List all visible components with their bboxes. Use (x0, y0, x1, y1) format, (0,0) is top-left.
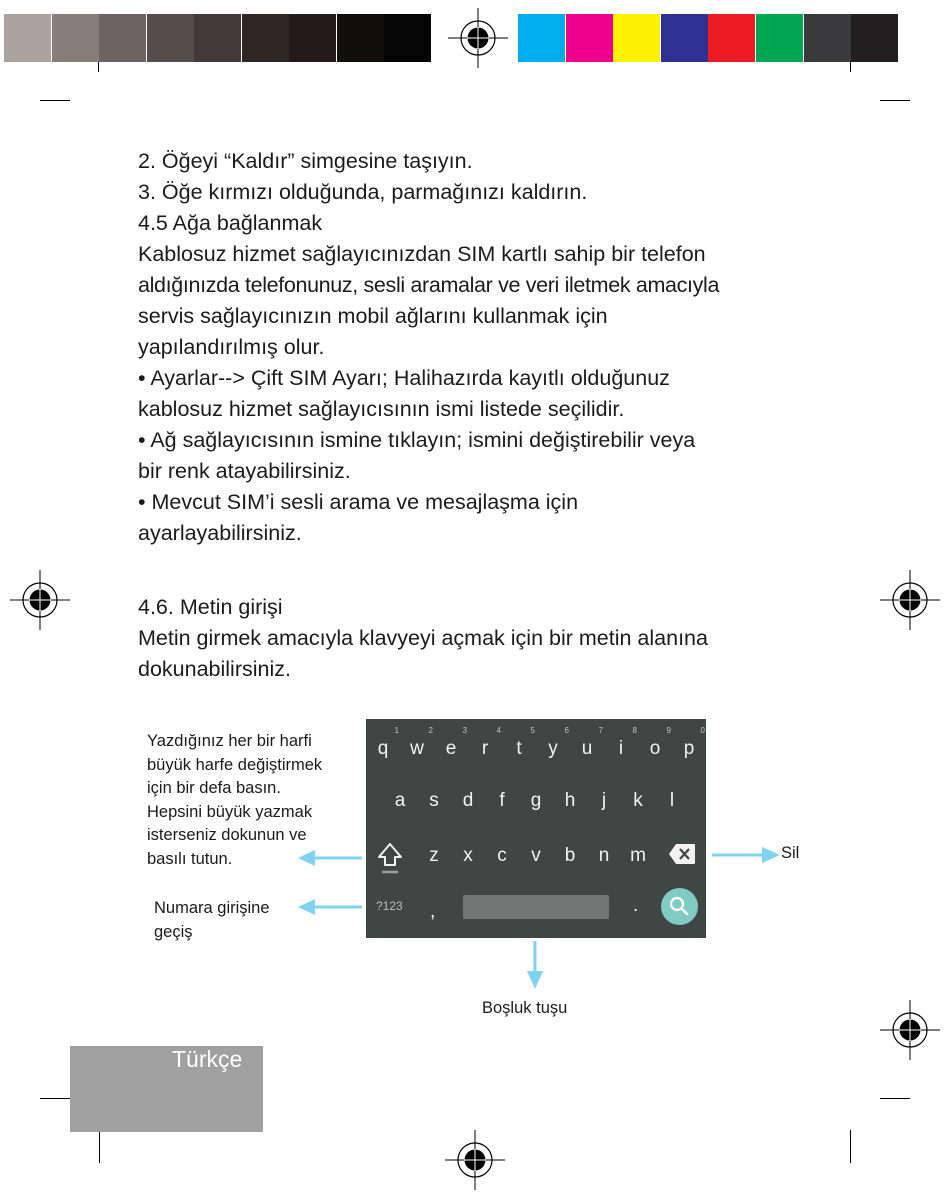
key-f[interactable]: f (499, 790, 505, 811)
registration-mark-icon (880, 1000, 940, 1060)
gray-swatch (194, 14, 241, 62)
gray-swatch (99, 14, 146, 62)
text-line: servis sağlayıcınızın mobil ağlarını kullanmak için (138, 304, 608, 328)
key-label: o (649, 738, 661, 759)
key-c[interactable]: c (497, 845, 507, 866)
color-swatch (851, 14, 898, 62)
color-swatch (566, 14, 613, 62)
key-hint: 4 (496, 726, 501, 735)
gray-swatch (337, 14, 384, 62)
crop-mark (40, 100, 70, 101)
text-line: dokunabilirsiniz. (138, 657, 291, 681)
key-g[interactable]: g (530, 790, 542, 811)
crop-mark (880, 1098, 910, 1099)
shift-key-icon[interactable] (375, 840, 405, 876)
color-swatch (613, 14, 660, 62)
crop-mark (40, 1098, 70, 1099)
key-x[interactable]: x (463, 845, 473, 866)
key-h[interactable]: h (564, 790, 576, 811)
key-y[interactable] (536, 726, 570, 760)
gray-swatch (384, 14, 431, 62)
annotation-line: Numara girişine (154, 899, 270, 917)
text-line: Kablosuz hizmet sağlayıcınızdan SIM kartlı sahip bir telefon (138, 242, 706, 266)
text-line: 3. Öğe kırmızı olduğunda, parmağınızı kaldırın. (138, 180, 588, 204)
bullet-item: • Ayarlar--> Çift SIM Ayarı; Halihazırda kayıtlı olduğunuz (138, 366, 670, 390)
key-hint: 5 (530, 726, 535, 735)
crop-mark (98, 62, 99, 72)
crop-mark (850, 62, 851, 72)
arrow-down-icon (524, 941, 546, 989)
key-i[interactable] (604, 726, 638, 760)
numbers-annotation (154, 897, 270, 944)
crop-mark (99, 1130, 100, 1163)
crop-mark (850, 1130, 851, 1163)
key-label: p (683, 738, 695, 759)
key-j[interactable]: j (601, 790, 607, 811)
key-w[interactable] (400, 726, 434, 760)
key-hint: 2 (428, 726, 433, 735)
key-hint: 9 (666, 726, 671, 735)
key-label: y (548, 738, 558, 759)
color-swatch (708, 14, 755, 62)
bullet-item: • Ağ sağlayıcısının ismine tıklayın; ismini değiştirebilir veya (138, 428, 696, 452)
key-v[interactable]: v (531, 845, 541, 866)
section-title: 4.6. Metin girişi (138, 595, 283, 619)
key-hint: 0 (700, 726, 705, 735)
delete-annotation: Sil (781, 844, 800, 862)
key-n[interactable]: n (598, 845, 610, 866)
annotation-line: için bir defa basın. (147, 779, 281, 797)
key-b[interactable]: b (564, 845, 576, 866)
key-hint: 8 (632, 726, 637, 735)
registration-mark-icon (10, 570, 70, 630)
shift-annotation (147, 730, 322, 871)
registration-mark-icon (448, 8, 508, 68)
search-key[interactable] (661, 888, 698, 925)
key-d[interactable]: d (462, 790, 474, 811)
key-m[interactable]: m (630, 845, 646, 866)
text-line: ayarlayabilirsiniz. (138, 521, 302, 545)
body-text (138, 146, 828, 549)
annotation-line: geçiş (154, 922, 193, 941)
backspace-key-icon[interactable] (668, 843, 696, 865)
gray-swatch (4, 14, 51, 62)
period-key[interactable]: . (633, 895, 639, 916)
key-q[interactable] (366, 726, 400, 760)
key-l[interactable]: l (669, 790, 675, 811)
key-s[interactable]: s (429, 790, 439, 811)
key-t[interactable] (502, 726, 536, 760)
key-u[interactable] (570, 726, 604, 760)
numbers-key[interactable]: ?123 (376, 899, 403, 913)
spacebar[interactable] (463, 895, 609, 919)
text-line: yapılandırılmış olur. (138, 335, 325, 359)
key-label: r (481, 738, 489, 759)
gray-swatch (242, 14, 289, 62)
search-icon (661, 888, 698, 925)
text-line: bir renk atayabilirsiniz. (138, 459, 351, 483)
annotation-line: isterseniz dokunun ve (147, 826, 307, 844)
key-a[interactable]: a (394, 790, 406, 811)
gray-swatch (289, 14, 336, 62)
arrow-left-icon (298, 848, 364, 868)
key-z[interactable]: z (429, 845, 439, 866)
text-line: Metin girmek amacıyla klavyeyi açmak için bir metin alanına (138, 626, 708, 650)
key-label: u (581, 738, 593, 759)
annotation-line: büyük harfe değiştirmek (147, 755, 323, 774)
comma-key[interactable]: , (430, 901, 436, 922)
annotation-line: basılı tutun. (147, 849, 233, 868)
key-k[interactable]: k (633, 790, 643, 811)
text-line: kablosuz hizmet sağlayıcısının ismi listede seçilidir. (138, 397, 625, 421)
keyboard (366, 719, 706, 938)
annotation-line: Hepsini büyük yazmak (147, 802, 313, 821)
annotation-line: Yazdığınız her bir harfi (147, 732, 312, 750)
key-label: q (377, 738, 389, 759)
gray-swatch (52, 14, 99, 62)
text-line: 2. Öğeyi “Kaldır” simgesine taşıyın. (138, 149, 473, 173)
registration-mark-icon (880, 570, 940, 630)
key-label: t (516, 738, 522, 759)
key-hint: 7 (598, 726, 603, 735)
color-swatch (661, 14, 708, 62)
text-line: aldığınızda telefonunuz, sesli aramalar ve veri iletmek amacıyla (138, 273, 720, 297)
bullet-item: • Mevcut SIM’i sesli arama ve mesajlaşma için (138, 490, 579, 514)
key-label: i (618, 738, 624, 759)
key-o[interactable] (638, 726, 672, 760)
gray-swatch (147, 14, 194, 62)
key-r[interactable] (468, 726, 502, 760)
section-heading: 4.5 Ağa bağlanmak (138, 211, 323, 235)
key-hint: 6 (564, 726, 569, 735)
section-block (138, 592, 828, 685)
crop-mark (880, 100, 910, 101)
language-label: Türkçe (172, 1046, 243, 1072)
color-swatch (756, 14, 803, 62)
color-swatch (804, 14, 851, 62)
arrow-right-icon (712, 845, 780, 865)
key-e[interactable] (434, 726, 468, 760)
key-hint: 3 (462, 726, 467, 735)
registration-mark-icon (445, 1130, 505, 1190)
color-swatch (518, 14, 565, 62)
key-label: e (445, 738, 457, 759)
key-p[interactable] (672, 726, 706, 760)
arrow-left-icon (298, 897, 364, 917)
key-label: w (410, 738, 424, 759)
key-hint: 1 (394, 726, 399, 735)
space-annotation: Boşluk tuşu (482, 999, 568, 1017)
